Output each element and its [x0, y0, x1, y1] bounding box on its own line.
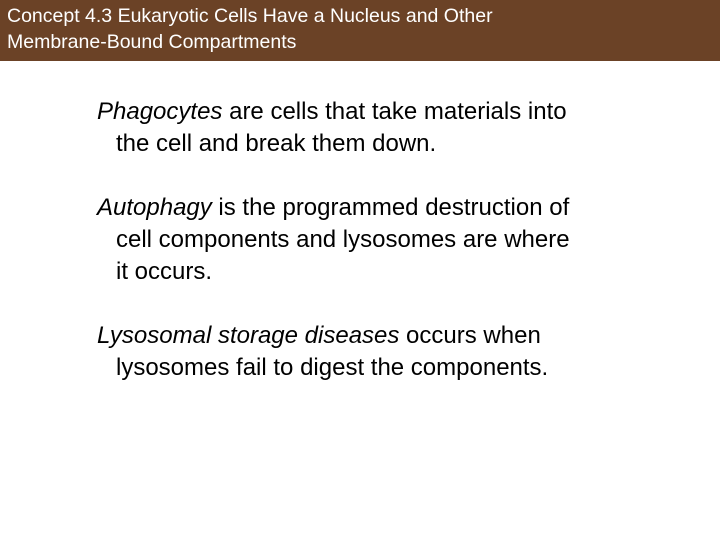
- slide-body: [97, 96, 697, 384]
- slide-title-line-2: Membrane-Bound Compartments: [7, 31, 297, 53]
- paragraph-line: the cell and break them down.: [116, 130, 437, 157]
- term-autophagy: Autophagy: [97, 194, 212, 221]
- paragraph-text: is the programmed destruction of: [211, 194, 570, 221]
- paragraph-text: are cells that take materials into: [222, 98, 567, 125]
- paragraph-line: [97, 320, 697, 352]
- term-phagocytes: Phagocytes: [97, 98, 223, 125]
- paragraph-line: cell components and lysosomes are where: [116, 226, 570, 253]
- paragraph-line: [97, 96, 697, 128]
- slide-title-line-1: Concept 4.3 Eukaryotic Cells Have a Nucleus and Other: [7, 5, 493, 27]
- paragraph-lysosomal-storage: [97, 320, 697, 384]
- paragraph-line: lysosomes fail to digest the components.: [116, 354, 549, 381]
- paragraph-autophagy: [97, 192, 697, 288]
- paragraph-phagocytes: [97, 96, 697, 160]
- paragraph-text: occurs when: [399, 322, 541, 349]
- title-bar: [0, 0, 720, 61]
- term-lysosomal-storage-diseases: Lysosomal storage diseases: [97, 322, 400, 349]
- paragraph-line: it occurs.: [116, 258, 213, 285]
- paragraph-line: [97, 192, 697, 224]
